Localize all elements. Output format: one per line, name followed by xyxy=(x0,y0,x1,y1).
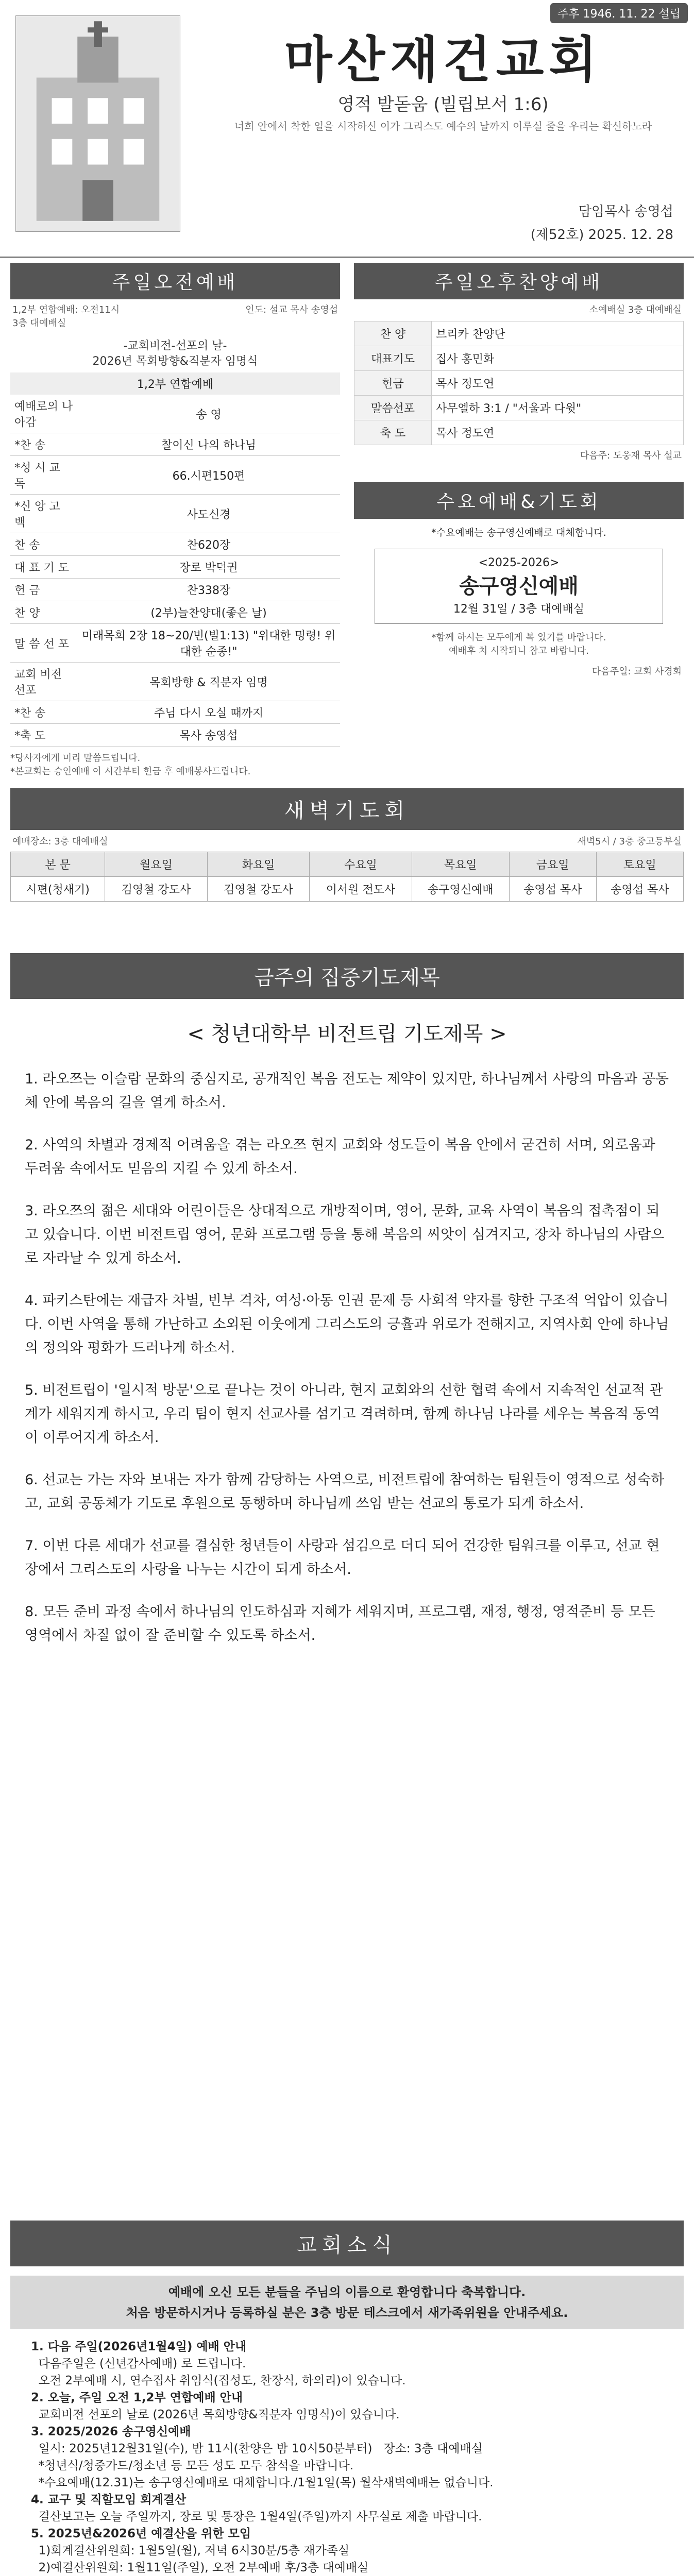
church-news-section xyxy=(10,2221,684,2576)
order-item-label: *찬 송 xyxy=(10,433,77,456)
worship-order-row xyxy=(10,456,340,495)
worship-order-row xyxy=(10,533,340,556)
dawn-column-header: 토요일 xyxy=(596,852,683,877)
church-news-title: 교회소식 xyxy=(10,2221,684,2266)
afternoon-item-label: 찬 양 xyxy=(354,321,432,346)
dawn-prayer-title: 새벽기도회 xyxy=(10,788,684,830)
church-name: 마산재건교회 xyxy=(284,31,602,89)
prayer-item: 7. 이번 다른 세대가 선교를 결심한 청년들이 사랑과 섬김으로 더디 되어 건강한 팀워크를 이루고, 선교 현장에서 그리스도의 사랑을 나누는 시간이 되게 하소서. xyxy=(25,1538,660,1578)
worship-order-row xyxy=(10,433,340,456)
worship-order-table xyxy=(10,395,340,747)
worship-note: 1,2부 연합예배: 오전11시 xyxy=(12,304,120,315)
wednesday-note: *수요예배는 송구영신예배로 대체합니다. xyxy=(431,527,606,538)
senior-pastor: 담임목사 송영섭 xyxy=(578,204,673,219)
dawn-leader-cell: 김영철 강도사 xyxy=(207,877,310,902)
order-item-content: 주님 다시 오실 때까지 xyxy=(77,701,340,724)
order-item-content: 목사 송영섭 xyxy=(77,724,340,747)
order-item-label: *축 도 xyxy=(10,724,77,747)
worship-order-row xyxy=(10,556,340,579)
dawn-column-header: 본 문 xyxy=(11,852,105,877)
order-item-label: 헌 금 xyxy=(10,579,77,601)
news-line: *수요예배(12.31)는 송구영신예배로 대체합니다./1월1일(목) 월삭새벽예배는 없습니다. xyxy=(31,2476,494,2489)
prayer-item: 2. 사역의 차별과 경제적 어려움을 겪는 라오쯔 현지 교회와 성도들이 복음 안에서 굳건히 서며, 외로움과 두려움 속에서도 믿음의 지킬 수 있게 하소서. xyxy=(25,1137,655,1177)
worship-order-row xyxy=(10,701,340,724)
bulletin-header xyxy=(0,0,694,258)
order-item-content: 미래목회 2장 18~20/빈(빌1:13) "위대한 명령! 위대한 순종!" xyxy=(77,624,340,663)
order-item-content: 송 영 xyxy=(77,395,340,433)
dawn-time: 새벽5시 / 3층 중고등부실 xyxy=(577,836,682,847)
afternoon-item-label: 축 도 xyxy=(354,420,432,445)
afternoon-order-row xyxy=(354,371,684,396)
morning-worship xyxy=(10,263,340,778)
prayer-item: 4. 파키스탄에는 재급자 차별, 빈부 격차, 여성·아동 인권 문제 등 사회적 약자를 향한 구조적 억압이 있습니다. 이번 사역을 통해 가난하고 소외된 이웃에게 그리스도의 긍휼과 위로가 전해지고, 지역사회 안에 하나님의 정의와 평화가 드러나게 하소서. xyxy=(25,1293,669,1356)
order-item-label: 말 씀 선 포 xyxy=(10,624,77,663)
news-line: 2. 오늘, 주일 오전 1,2부 연합예배 안내 xyxy=(31,2391,243,2404)
afternoon-order-row xyxy=(354,346,684,371)
afternoon-order-row xyxy=(354,396,684,420)
wednesday-worship-title: 수요예배&기도회 xyxy=(354,482,684,519)
newyear-title: 송구영신예배 xyxy=(459,574,579,598)
news-line: 결산보고는 오늘 주일까지, 장로 및 통장은 1월4일(주일)까지 사무실로 제출 바랍니다. xyxy=(31,2510,482,2523)
order-item-label: 대 표 기 도 xyxy=(10,556,77,579)
news-line: 다음주일은 (신년감사예배) 로 드립니다. xyxy=(31,2357,246,2370)
news-line: 교회비전 선포의 날로 (2026년 목회방향&직분자 임명식)이 있습니다. xyxy=(31,2408,400,2421)
news-line: 4. 교구 및 직할모임 회계결산 xyxy=(31,2493,187,2506)
founding-stamp: 주후 1946. 11. 22 설립 xyxy=(550,3,688,23)
news-line: 1)회계결산위원회: 1월5일(월), 저녁 6시30분/5층 재가족실 xyxy=(31,2544,350,2557)
dawn-location: 예배장소: 3층 대예배실 xyxy=(12,836,108,847)
prayer-topics-subtitle: < 청년대학부 비전트립 기도제목 > xyxy=(187,1022,507,1046)
worship-order-row xyxy=(10,601,340,624)
dawn-column-header: 월요일 xyxy=(105,852,208,877)
news-line: 2)예결산위원회: 1월11일(주일), 오전 2부예배 후/3층 대예배실 xyxy=(31,2561,369,2574)
issue-date: (제52호) 2025. 12. 28 xyxy=(530,227,673,243)
prayer-item: 3. 라오쯔의 젊은 세대와 어린이들은 상대적으로 개방적이며, 영어, 문화, 교육 사역이 복음의 접촉점이 되고 있습니다. 이번 비전트립 영어, 문화 프로그램 등을 통해 복음의 씨앗이 심겨지고, 장차 하나님의 사람으로 자라날 수 있게 하소서. xyxy=(25,1203,665,1266)
order-item-content: 장로 박덕권 xyxy=(77,556,340,579)
dawn-column-header: 금요일 xyxy=(509,852,596,877)
dawn-column-header: 화요일 xyxy=(207,852,310,877)
dawn-leader-cell: 송구영신예배 xyxy=(412,877,509,902)
prayer-topics-title: 금주의 집중기도제목 xyxy=(10,953,684,999)
worship-order-row xyxy=(10,663,340,701)
ministry-direction-label: 2026년 목회방향&직분자 임명식 xyxy=(92,355,258,368)
worship-note: 3층 대예배실 xyxy=(12,318,66,329)
afternoon-order-row xyxy=(354,420,684,445)
dawn-prayer-section xyxy=(10,788,684,902)
worship-section xyxy=(10,263,684,778)
worship-footer-note: *본교회는 승인예배 이 시간부터 헌금 후 예배봉사드립니다. xyxy=(10,766,251,777)
afternoon-worship-title: 주일오후찬양예배 xyxy=(354,263,684,299)
dawn-leader-cell: 송영섭 목사 xyxy=(509,877,596,902)
vision-day-label: -교회비전-선포의 날- xyxy=(123,340,227,352)
order-item-label: *신 앙 고 백 xyxy=(10,495,77,533)
welcome-message: 예배에 오신 모든 분들을 주님의 이름으로 환영합니다 축복합니다. xyxy=(168,2285,526,2299)
theme-verse: 너희 안에서 착한 일을 시작하신 이가 그리스도 예수의 날까지 이루실 줄을 우리는 확신하노라 xyxy=(234,120,652,132)
order-item-content: 66.시편150편 xyxy=(77,456,340,495)
news-line: 3. 2025/2026 송구영신예배 xyxy=(31,2425,191,2438)
newyear-note: 예배후 치 시작되니 참고 바랍니다. xyxy=(448,646,589,656)
order-item-label: 찬 송 xyxy=(10,533,77,556)
newcomer-message: 처음 방문하시거나 등록하실 분은 3층 방문 테스크에서 새가족위원을 안내주세요. xyxy=(126,2306,568,2320)
church-building-image xyxy=(15,15,180,232)
news-line: 5. 2025년&2026년 예결산을 위한 모임 xyxy=(31,2527,251,2540)
afternoon-worship xyxy=(354,263,684,681)
order-item-label: 예배로의 나아감 xyxy=(10,395,77,433)
order-item-content: 사도신경 xyxy=(77,495,340,533)
news-line: *청년식/청중가드/청소년 등 모든 성도 모두 참석을 바랍니다. xyxy=(31,2459,354,2472)
afternoon-item-value: 브리카 찬양단 xyxy=(432,321,684,346)
order-item-label: *찬 송 xyxy=(10,701,77,724)
prayer-topics-section xyxy=(10,953,684,1666)
afternoon-item-value: 집사 홍민화 xyxy=(432,346,684,371)
dawn-leader-cell: 이서원 전도사 xyxy=(310,877,412,902)
year-theme: 영적 발돋움 (빌립보서 1:6) xyxy=(337,94,549,115)
newyear-label: <2025-2026> xyxy=(478,556,560,569)
newyear-note: *함께 하시는 모두에게 복 있기를 바랍니다. xyxy=(431,632,606,643)
order-item-content: 찬620장 xyxy=(77,533,340,556)
worship-order-row xyxy=(10,579,340,601)
dawn-column-header: 목요일 xyxy=(412,852,509,877)
order-item-content: 찬338장 xyxy=(77,579,340,601)
news-line: 오전 2부예배 시, 연수집사 취임식(집성도, 찬장식, 하의리)이 있습니다. xyxy=(31,2374,406,2387)
prayer-item: 6. 선교는 가는 자와 보내는 자가 함께 감당하는 사역으로, 비전트립에 참여하는 팀원들이 영적으로 성숙하고, 교회 공동체가 기도로 후원으로 동행하며 하나님께 쓰임 받는 선교의 통로가 되게 하소서. xyxy=(25,1472,665,1512)
afternoon-location-note: 소예배실 3층 대예배실 xyxy=(589,304,682,315)
afternoon-item-value: 목사 정도연 xyxy=(432,420,684,445)
news-line: 일시: 2025년12월31일(수), 밤 11시(찬양은 밤 10시50분부터) 장소: 3층 대예배실 xyxy=(31,2442,483,2455)
dawn-column-header: 수요일 xyxy=(310,852,412,877)
dawn-leader-cell: 시편(청새기) xyxy=(11,877,105,902)
afternoon-order-table xyxy=(354,321,684,445)
dawn-leader-cell: 김영철 강도사 xyxy=(105,877,208,902)
order-item-label: 찬 양 xyxy=(10,601,77,624)
newyear-time: 12월 31일 / 3층 대예배실 xyxy=(453,603,585,616)
afternoon-item-label: 대표기도 xyxy=(354,346,432,371)
worship-leader-note: 인도: 설교 목사 송영섭 xyxy=(245,304,338,315)
worship-order-row xyxy=(10,395,340,433)
order-item-content: (2부)늘찬양대(좋은 날) xyxy=(77,601,340,624)
afternoon-order-row xyxy=(354,321,684,346)
church-building-icon xyxy=(16,16,180,231)
worship-order-row xyxy=(10,624,340,663)
order-item-content: 목회방향 & 직분자 임명 xyxy=(77,663,340,701)
worship-order-row xyxy=(10,724,340,747)
afternoon-footer: 다음주: 도웅재 목사 설교 xyxy=(580,450,682,461)
joint-worship-label: 1,2부 연합예배 xyxy=(10,372,340,395)
worship-order-row xyxy=(10,495,340,533)
news-line: 1. 다음 주일(2026년1월4일) 예배 안내 xyxy=(31,2340,247,2353)
afternoon-item-label: 헌금 xyxy=(354,371,432,396)
order-item-label: *성 시 교 독 xyxy=(10,456,77,495)
prayer-item: 1. 라오쯔는 이슬람 문화의 중심지로, 공개적인 복음 전도는 제약이 있지만, 하나님께서 사랑의 마음과 공동체 안에 복음의 길을 열게 하소서. xyxy=(25,1071,669,1111)
afternoon-item-value: 목사 정도연 xyxy=(432,371,684,396)
morning-worship-title: 주일오전예배 xyxy=(10,263,340,299)
afternoon-item-label: 말씀선포 xyxy=(354,396,432,420)
order-item-label: 교회 비전 선포 xyxy=(10,663,77,701)
order-item-content: 찰이신 나의 하나님 xyxy=(77,433,340,456)
worship-footer-note: *당사자에게 미리 말씀드립니다. xyxy=(10,753,141,764)
dawn-schedule-table xyxy=(10,852,684,902)
dawn-leader-cell: 송영섭 목사 xyxy=(596,877,683,902)
prayer-item: 8. 모든 준비 과정 속에서 하나님의 인도하심과 지혜가 세워지며, 프로그램, 재정, 행정, 영적준비 등 모든 영역에서 차질 없이 잘 준비할 수 있도록 하소서. xyxy=(25,1604,655,1643)
afternoon-item-value: 사무엘하 3:1 / "서울과 다윗" xyxy=(432,396,684,420)
newyear-footer: 다음주일: 교회 사경회 xyxy=(592,666,682,677)
prayer-item: 5. 비전트립이 '일시적 방문'으로 끝나는 것이 아니라, 현지 교회와의 선한 협력 속에서 지속적인 선교적 관계가 세워지게 하시고, 우리 팀이 현지 선교사를 섬기고 격려하며, 함께 하나님 나라를 세우는 복음적 동역이 이루어지게 하소서. xyxy=(25,1382,663,1446)
